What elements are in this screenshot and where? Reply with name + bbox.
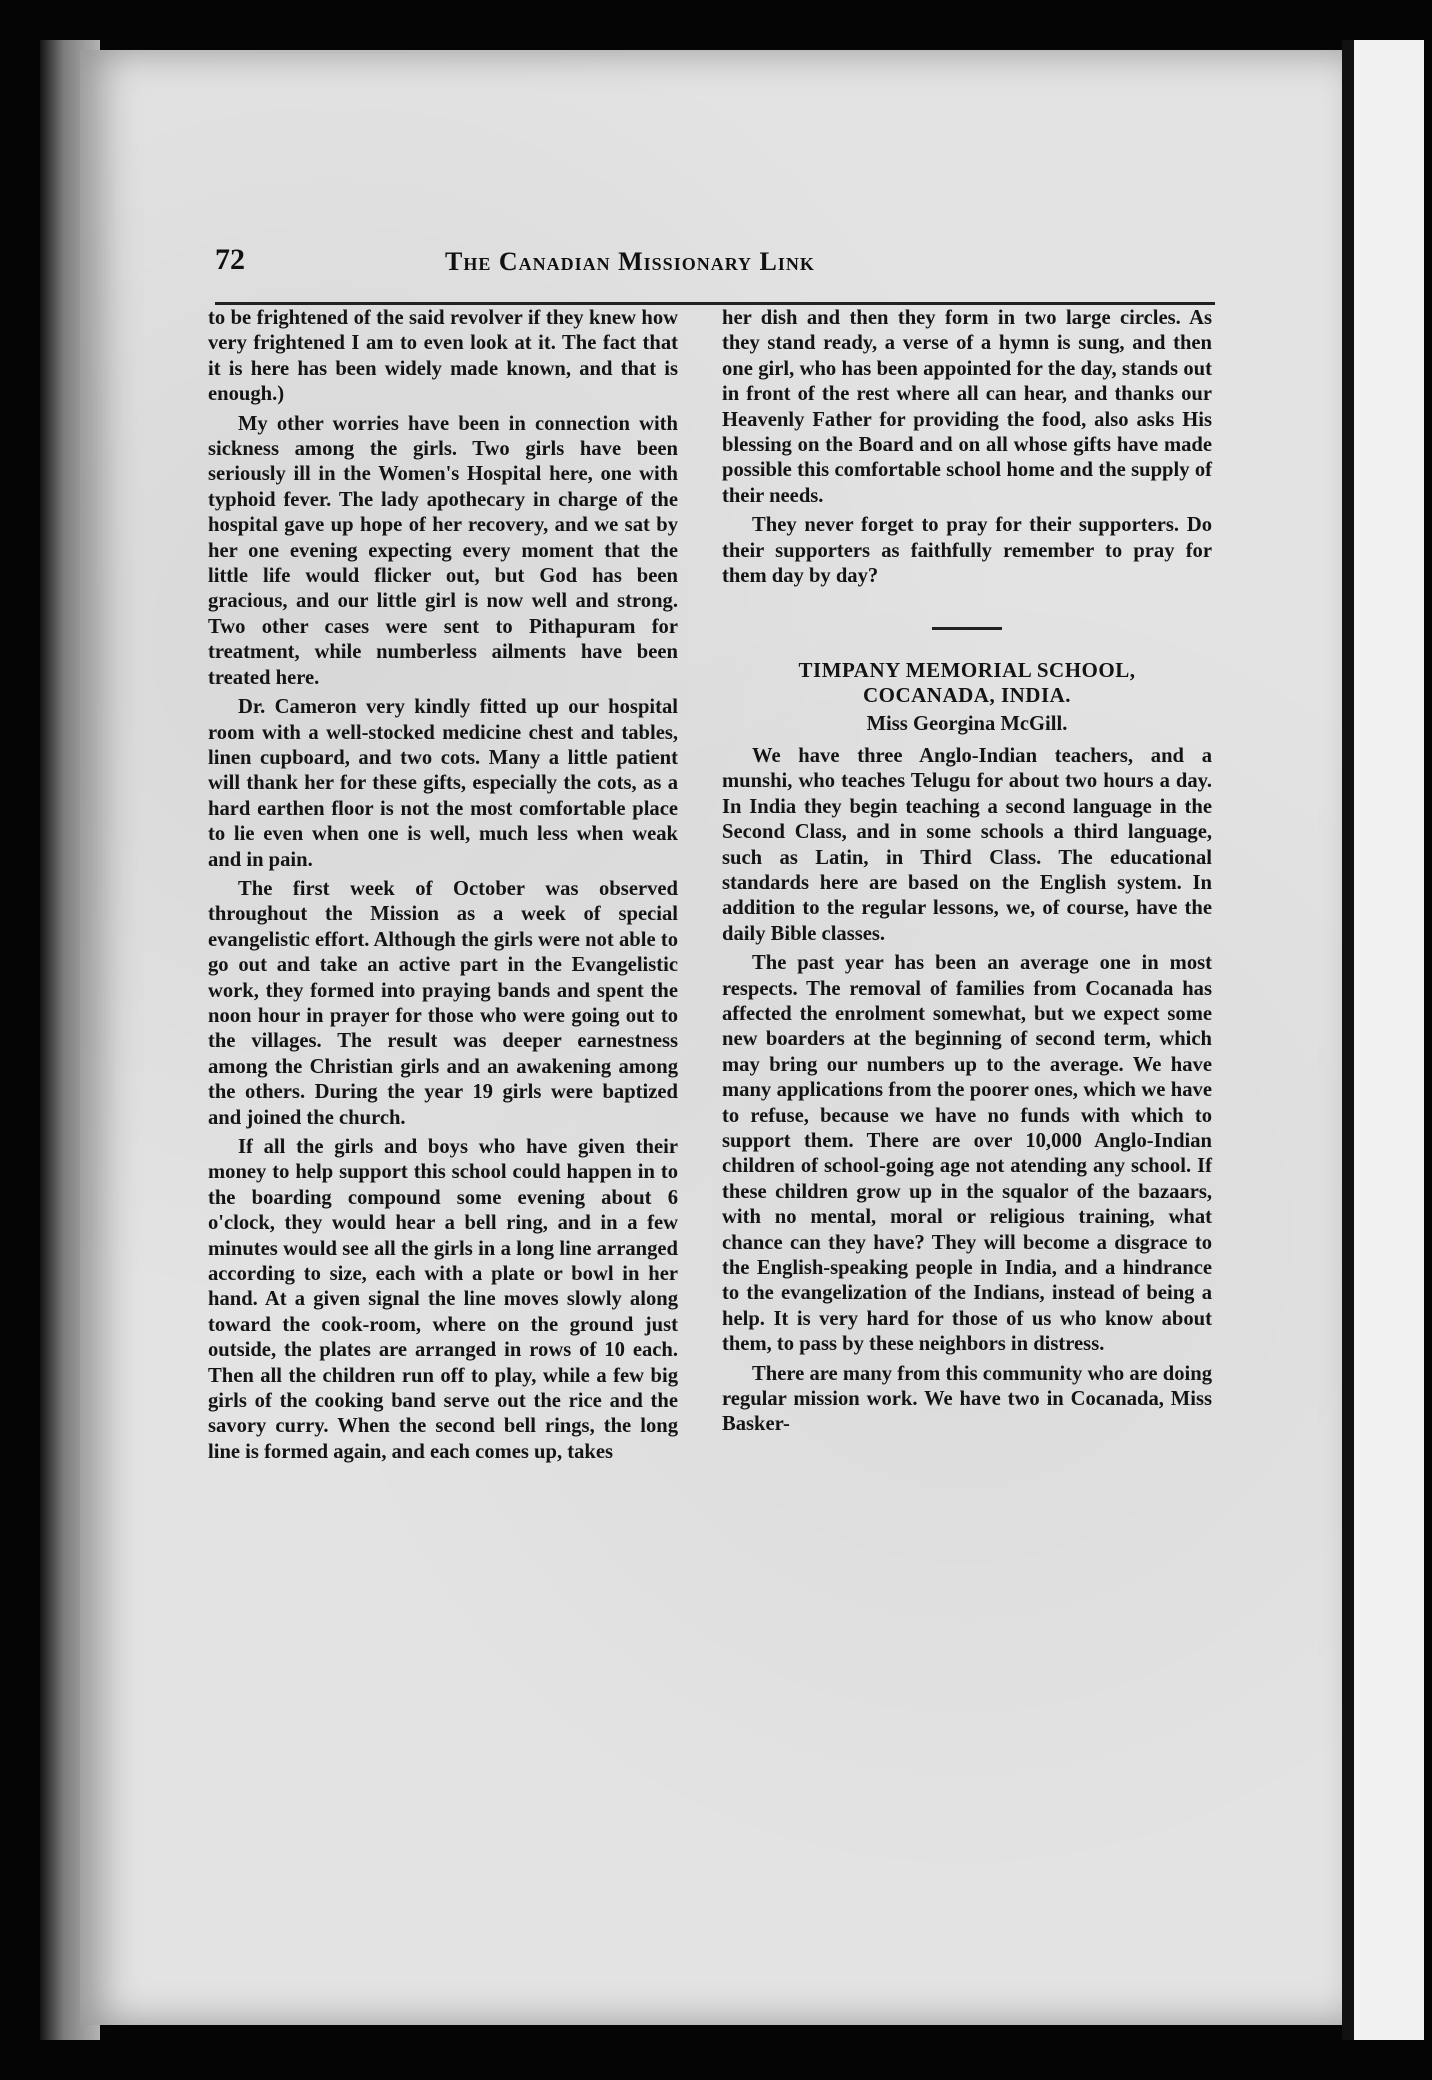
paragraph: The past year has been an average one in most respects. The removal of families from Cocanada has affected the enrolment somewhat, but we expect some new boarders at the beginning of second term, which may bring our numbers up to the average. We have many applications from the poorer ones, which we have to refuse, because we have no funds with which to support them. There are over 10,000 Anglo-Indian children of school-going age not atending any school. If these children grow up in the squalor of the bazaars, with no mental, moral or religious training, what chance can they have? They will become a disgrace to the English-speaking people in India, and a hindrance to the evangelization of the Indians, instead of being a help. It is very hard for those of us who know about them, to pass by these neighbors in distress. <box>722 952 1212 1356</box>
paragraph: her dish and then they form in two large circles. As they stand ready, a verse of a hymn is sung, and then one girl, who has been appointed for the day, stands out in front of the rest where all can hear, and thanks our Heavenly Father for providing the food, also asks His blessing on the Board and on all whose gifts have made possible this comfortable school home and the supply of their needs. <box>722 307 1212 507</box>
paragraph: My other worries have been in connection with sickness among the girls. Two girls have been seriously ill in the Women's Hospital here, one with typhoid fever. The lady apothecary in charge of the hospital gave up hope of her recovery, and we sat by her one evening expecting every moment that the little life would flicker out, but God has been gracious, and our little girl is now well and strong. Two other cases were sent to Pithapuram for treatment, while numberless ailments have been treated here. <box>208 412 678 689</box>
paragraph: to be frightened of the said revolver if they knew how very frightened I am to even look at it. The fact that it is here has been widely made known, and that is enough.) <box>208 307 678 406</box>
page-edge-shadow <box>1342 40 1354 2040</box>
section-title-line: COCANADA, INDIA. <box>862 683 1072 708</box>
adjacent-page-strip <box>1354 40 1424 2040</box>
section-divider <box>932 627 1002 630</box>
running-head <box>215 243 1215 283</box>
paragraph: There are many from this community who are doing regular mission work. We have two in Cocanada, Miss Basker- <box>722 1362 1212 1436</box>
paragraph: The first week of October was observed throughout the Mission as a week of special evangelistic effort. Although the girls were not able to go out and take an active part in the Evangelistic work, they formed into praying bands and spent the noon hour in prayer for those who were going out to the villages. The result was deeper earnestness among the Christian girls and an awakening among the others. During the year 19 girls were baptized and joined the church. <box>208 877 678 1129</box>
left-column <box>208 306 678 1469</box>
paragraph: They never forget to pray for their supporters. Do their supporters as faithfully remember to pray for them day by day? <box>722 514 1212 588</box>
paragraph: Dr. Cameron very kindly fitted up our hospital room with a well-stocked medicine chest and tables, linen cupboard, and two cots. Many a little patient will thank her for these gifts, especially the cots, as a hard earthen floor is not the most comfortable place to lie even when one is well, much less when weak and in pain. <box>208 696 678 871</box>
header-rule <box>215 302 1215 305</box>
right-column <box>722 306 1212 1442</box>
section-title-line: TIMPANY MEMORIAL SCHOOL, <box>798 658 1136 683</box>
author-byline: Miss Georgina McGill. <box>866 713 1068 736</box>
paragraph: If all the girls and boys who have given their money to help support this school could happen in to the boarding compound some evening about 6 o'clock, they would hear a bell ring, and in a few minutes would see all the girls in a long line arranged according to size, each with a plate or bowl in her hand. At a given signal the line moves slowly along toward the cook-room, where on the ground just outside, the plates are arranged in rows of 10 each. Then all the children run off to play, while a few big girls of the cooking band serve out the rice and the savory curry. When the second bell rings, the long line is formed again, and each comes up, takes <box>208 1136 678 1463</box>
paragraph: We have three Anglo-Indian teachers, and a munshi, who teaches Telugu for about two hours a day. In India they begin teaching a second language in the Second Class, and in some schools a third language, such as Latin, in Third Class. The educational standards here are based on the English system. In addition to the regular lessons, we, of course, have the daily Bible classes. <box>722 744 1212 945</box>
journal-title: The Canadian Missionary Link <box>445 247 815 276</box>
section-title <box>722 658 1212 708</box>
page-number: 72 <box>215 243 245 276</box>
